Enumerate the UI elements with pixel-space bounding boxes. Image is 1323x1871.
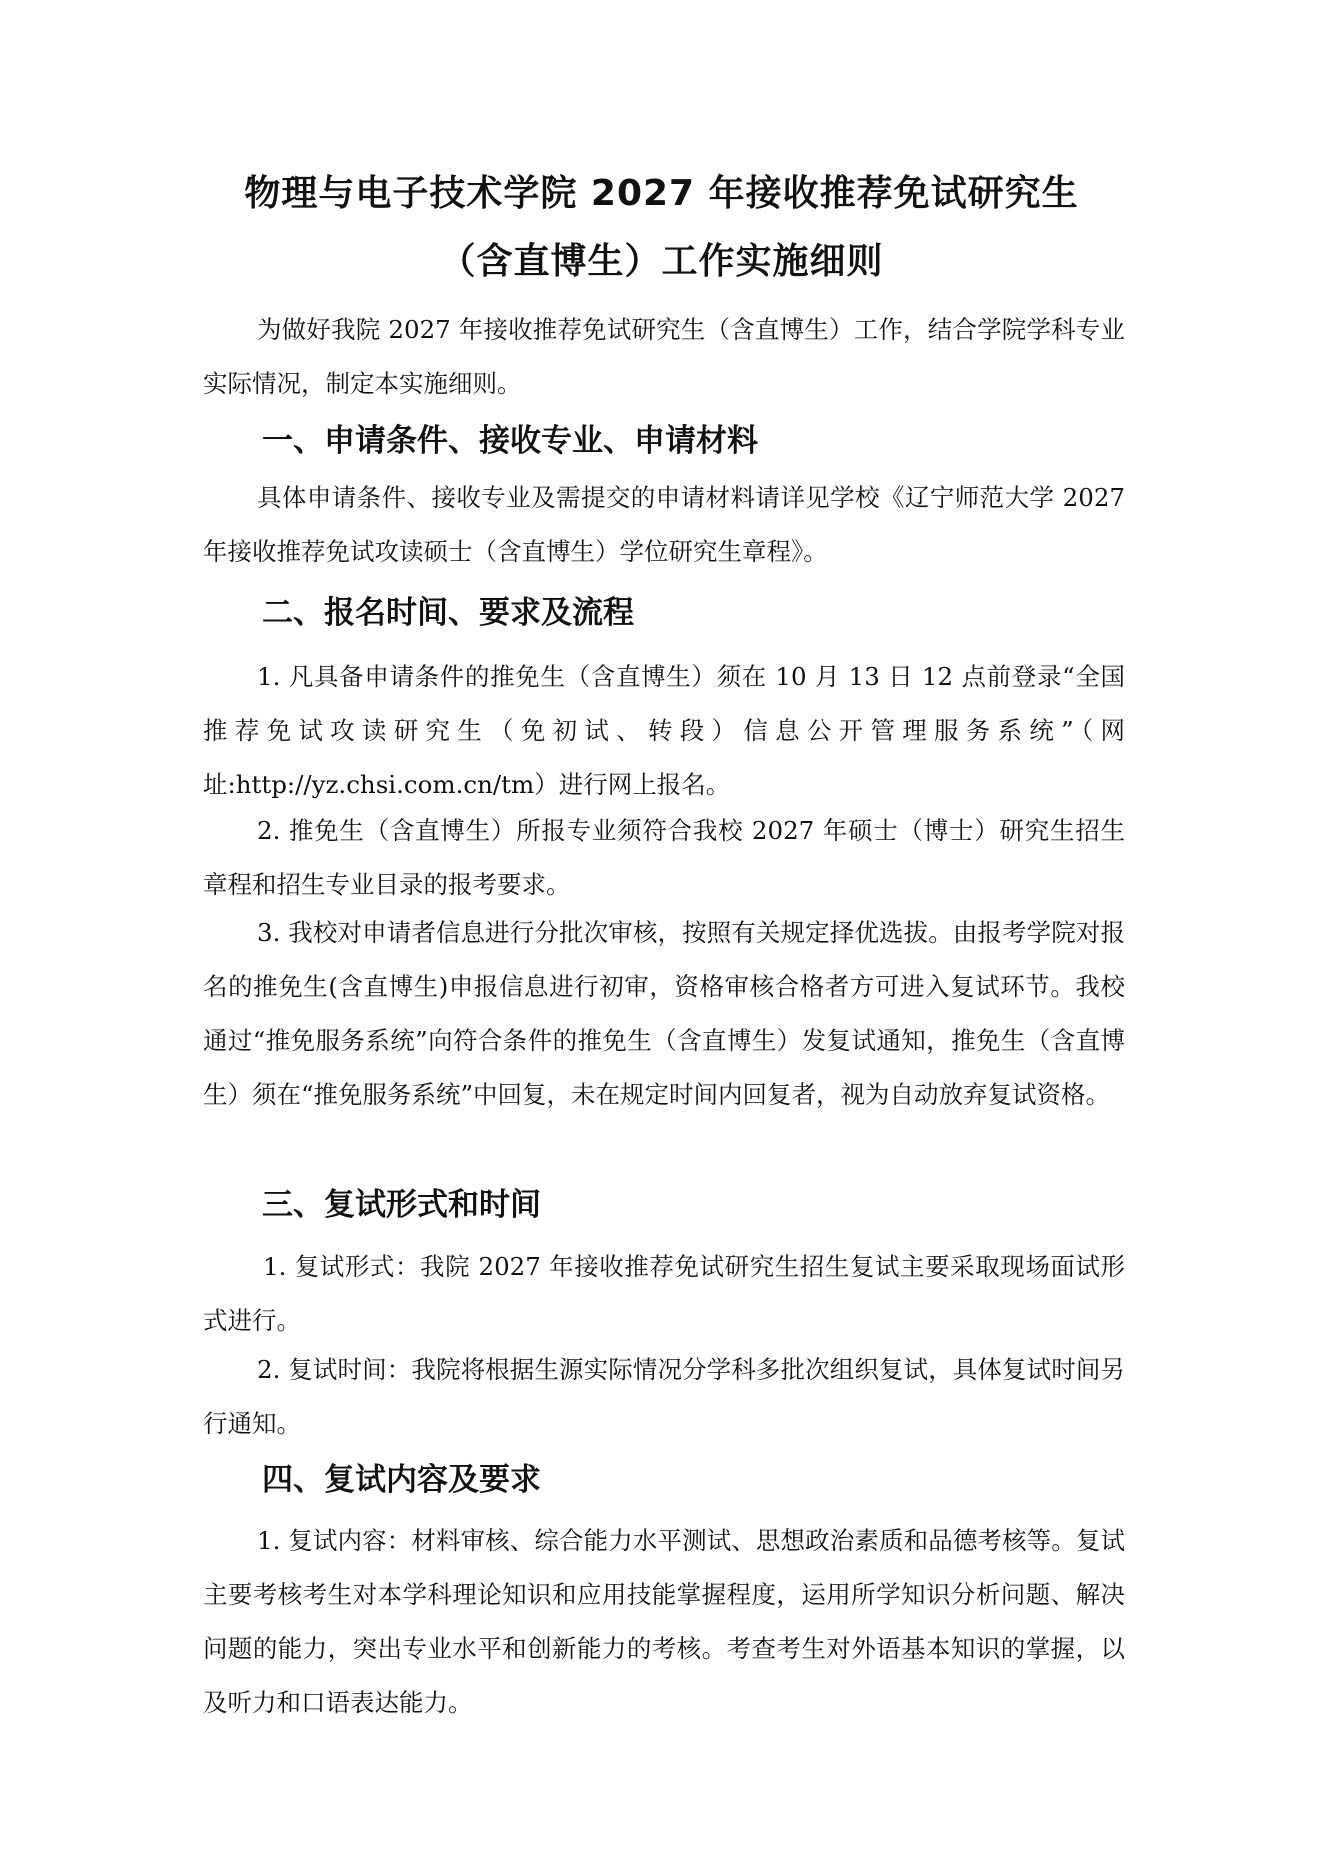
document-title-line-2: （含直博生）工作实施细则 <box>439 241 884 282</box>
section-1-heading: 一、申请条件、接收专业、申请材料 <box>262 423 758 459</box>
section-2-heading: 二、报名时间、要求及流程 <box>262 595 634 631</box>
section-2-paragraph-1: 1. 凡具备申请条件的推免生（含直博生）须在 10 月 13 日 12 点前登录“全国推荐免试攻读研究生（免初试、转段）信息公开管理服务系统”（网址:http://yz.chsi.com.cn/tm）进行网上报名。 <box>203 662 1125 799</box>
section-2-paragraph-2: 2. 推免生（含直博生）所报专业须符合我校 2027 年硕士（博士）研究生招生章程和招生专业目录的报考要求。 <box>203 816 1125 899</box>
section-3-paragraph-1: 1. 复试形式：我院 2027 年接收推荐免试研究生招生复试主要采取现场面试形式进行。 <box>203 1252 1125 1335</box>
section-3-heading: 三、复试形式和时间 <box>262 1187 541 1223</box>
section-3-paragraph-2: 2. 复试时间：我院将根据生源实际情况分学科多批次组织复试，具体复试时间另行通知。 <box>203 1355 1125 1438</box>
section-1-paragraph-1: 具体申请条件、接收专业及需提交的申请材料请详见学校《辽宁师范大学 2027 年接收推荐免试攻读硕士（含直博生）学位研究生章程》。 <box>203 483 1125 566</box>
section-4-paragraph-1: 1. 复试内容：材料审核、综合能力水平测试、思想政治素质和品德考核等。复试主要考核考生对本学科理论知识和应用技能掌握程度，运用所学知识分析问题、解决问题的能力，突出专业水平和创新能力的考核。考查考生对外语基本知识的掌握，以及听力和口语表达能力。 <box>203 1526 1125 1717</box>
document-title-line-1: 物理与电子技术学院 2027 年接收推荐免试研究生 <box>244 173 1079 214</box>
intro-paragraph: 为做好我院 2027 年接收推荐免试研究生（含直博生）工作，结合学院学科专业实际情况，制定本实施细则。 <box>203 315 1125 398</box>
section-4-heading: 四、复试内容及要求 <box>262 1462 541 1498</box>
section-2-paragraph-3: 3. 我校对申请者信息进行分批次审核，按照有关规定择优选拔。由报考学院对报名的推免生(含直博生)申报信息进行初审，资格审核合格者方可进入复试环节。我校通过“推免服务系统”向符合条件的推免生（含直博生）发复试通知，推免生（含直博生）须在“推免服务系统”中回复，未在规定时间内回复者，视为自动放弃复试资格。 <box>203 918 1125 1109</box>
